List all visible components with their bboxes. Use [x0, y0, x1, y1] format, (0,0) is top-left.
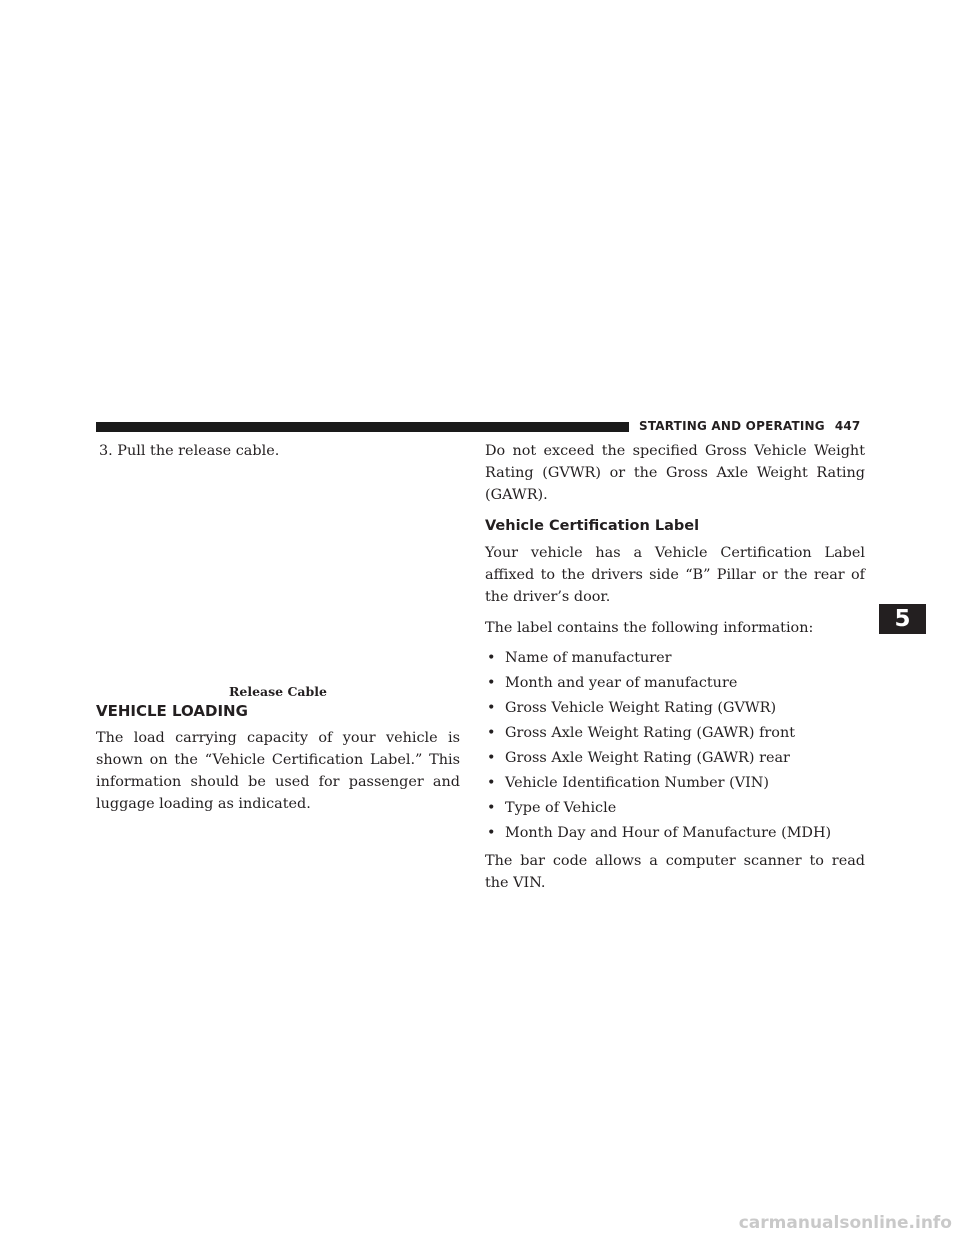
list-item: • Gross Axle Weight Rating (GAWR) rear — [485, 746, 865, 771]
chapter-tab: 5 — [879, 604, 926, 634]
running-head-section: STARTING AND OPERATING — [639, 419, 825, 433]
label-location-paragraph: Your vehicle has a Vehicle Certification Label affixed to the drivers side “B” Pillar or the rear of the driver’s door. — [485, 545, 865, 605]
barcode-paragraph: The bar code allows a computer scanner to read the VIN. — [485, 853, 865, 891]
gvwr-warning-paragraph: Do not exceed the specified Gross Vehicle Weight Rating (GVWR) or the Gross Axle Weight Rating (GAWR). — [485, 443, 865, 503]
list-item: • Month and year of manufacture — [485, 671, 865, 696]
release-cable-figure — [96, 462, 460, 684]
bullet-icon: • — [487, 825, 496, 841]
list-item: • Month Day and Hour of Manufacture (MDH) — [485, 821, 865, 846]
right-column — [485, 440, 865, 894]
list-item: • Gross Axle Weight Rating (GAWR) front — [485, 721, 865, 746]
running-head — [639, 419, 860, 433]
list-item: • Vehicle Identification Number (VIN) — [485, 771, 865, 796]
section-title-vehicle-loading: VEHICLE LOADING — [96, 702, 248, 720]
bullet-icon: • — [487, 800, 496, 816]
left-column — [96, 440, 460, 815]
subsection-title-certification-label: Vehicle Certification Label — [485, 518, 700, 534]
list-item: • Type of Vehicle — [485, 796, 865, 821]
bullet-icon: • — [487, 775, 496, 791]
bullet-icon: • — [487, 650, 496, 666]
watermark: carmanualsonline.info — [738, 1213, 952, 1233]
figure-caption: Release Cable — [229, 684, 327, 699]
label-contents-intro: The label contains the following information: — [485, 620, 814, 636]
list-item: • Name of manufacturer — [485, 646, 865, 671]
bullet-icon: • — [487, 725, 496, 741]
bullet-icon: • — [487, 675, 496, 691]
page-number: 447 — [834, 419, 861, 433]
header-rule — [96, 422, 629, 432]
step-3: 3. Pull the release cable. — [99, 443, 280, 459]
vehicle-loading-paragraph: The load carrying capacity of your vehicle is shown on the “Vehicle Certification Label.” This information should be used for passenger and luggage loading as indicated. — [96, 730, 460, 812]
label-info-list — [485, 646, 865, 846]
bullet-icon: • — [487, 750, 496, 766]
bullet-icon: • — [487, 700, 496, 716]
list-item: • Gross Vehicle Weight Rating (GVWR) — [485, 696, 865, 721]
